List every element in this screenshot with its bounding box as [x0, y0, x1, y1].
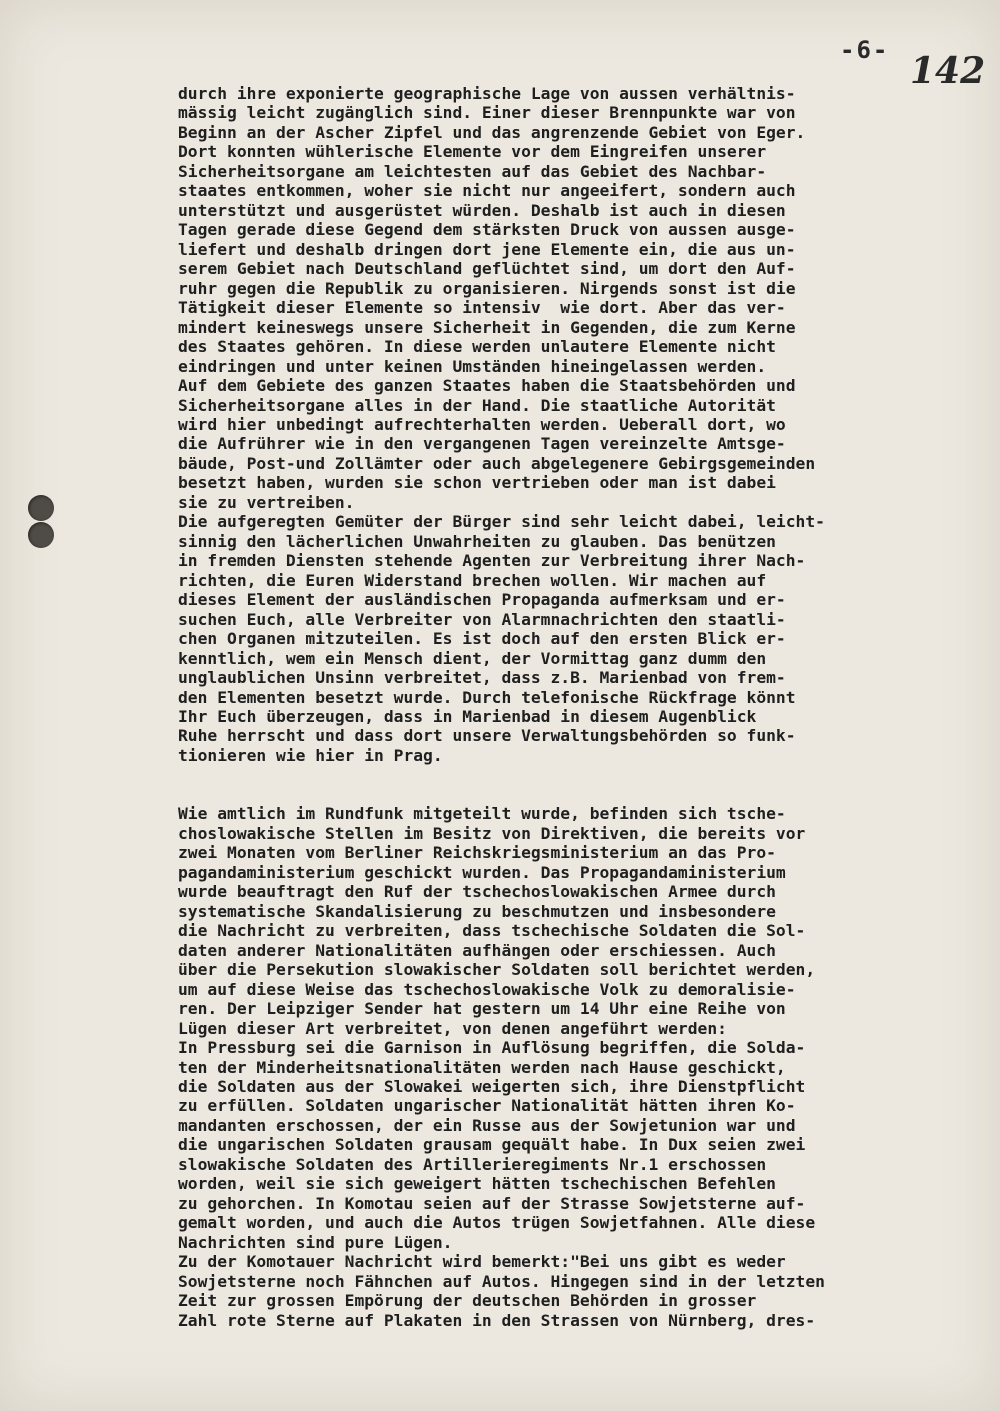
- text-line: des Staates gehören. In diese werden unlautere Elemente nicht: [178, 337, 776, 357]
- text-line: choslowakische Stellen im Besitz von Direktiven, die bereits vor: [178, 823, 806, 843]
- text-line: slowakische Soldaten des Artillerieregiments Nr.1 erschossen: [178, 1154, 767, 1174]
- text-line: Sowjetsterne noch Fähnchen auf Autos. Hingegen sind in der letzten: [178, 1271, 825, 1291]
- text-line: Sicherheitsorgane am leichtesten auf das Gebiet des Nachbar-: [178, 161, 767, 181]
- text-line: Ihr Euch überzeugen, dass in Marienbad in diesem Augenblick: [178, 707, 757, 726]
- punch-hole-bottom: [28, 522, 54, 548]
- text-line: in fremden Diensten stehende Agenten zur Verbreitung ihrer Nach-: [178, 551, 806, 571]
- text-line: Tagen gerade diese Gegend dem stärksten Druck von aussen ausge-: [178, 220, 796, 240]
- text-line: serem Gebiet nach Deutschland geflüchtet sind, um dort den Auf-: [178, 259, 796, 279]
- text-line: sie zu vertreiben.: [178, 492, 355, 512]
- text-line: Zeit zur grossen Empörung der deutschen Behörden in grosser: [178, 1291, 757, 1311]
- text-line: Sicherheitsorgane alles in der Hand. Die staatliche Autorität: [178, 395, 776, 415]
- punch-hole-top: [28, 495, 54, 521]
- paragraph-1: [178, 84, 978, 765]
- text-line: Lügen dieser Art verbreitet, von denen angeführt werden:: [178, 1018, 727, 1038]
- text-line: Zu der Komotauer Nachricht wird bemerkt:"Bei uns gibt es weder: [178, 1252, 786, 1272]
- text-line: Ruhe herrscht und dass dort unsere Verwaltungsbehörden so funk-: [178, 726, 796, 746]
- text-line: In Pressburg sei die Garnison in Auflösung begriffen, die Solda-: [178, 1038, 806, 1058]
- text-line: unglaublichen Unsinn verbreitet, dass z.B. Marienbad von frem-: [178, 668, 786, 688]
- text-line: Zahl rote Sterne auf Plakaten in den Strassen von Nürnberg, dres-: [178, 1310, 816, 1330]
- text-line: wird hier unbedingt aufrechterhalten werden. Ueberall dort, wo: [178, 414, 786, 434]
- text-line: Die aufgeregten Gemüter der Bürger sind sehr leicht dabei, leicht-: [178, 512, 825, 532]
- text-line: mässig leicht zugänglich sind. Einer dieser Brennpunkte war von: [178, 103, 796, 123]
- text-line: daten anderer Nationalitäten aufhängen oder erschiessen. Auch: [178, 940, 776, 960]
- text-line: Beginn an der Ascher Zipfel und das angrenzende Gebiet von Eger.: [178, 122, 806, 142]
- text-line: ruhr gegen die Republik zu organisieren. Nirgends sonst ist die: [178, 278, 796, 298]
- text-line: dieses Element der ausländischen Propaganda aufmerksam und er-: [178, 590, 786, 610]
- text-line: mandanten erschossen, der ein Russe aus der Sowjetunion war und: [178, 1115, 796, 1135]
- text-line: Nachrichten sind pure Lügen.: [178, 1232, 453, 1252]
- text-line: die Nachricht zu verbreiten, dass tschechische Soldaten die Sol-: [178, 921, 806, 941]
- text-line: tionieren wie hier in Prag.: [178, 745, 443, 765]
- text-line: zwei Monaten vom Berliner Reichskriegsministerium an das Pro-: [178, 843, 776, 863]
- typed-text-body: [178, 84, 978, 1330]
- text-line: pagandaministerium geschickt wurden. Das Propagandaministerium: [178, 862, 786, 882]
- text-line: durch ihre exponierte geographische Lage von aussen verhältnis-: [178, 84, 796, 103]
- text-line: suchen Euch, alle Verbreiter von Alarmnachrichten den staatli-: [178, 609, 786, 629]
- paragraph-2: [178, 804, 978, 1330]
- text-line: systematische Skandalisierung zu beschmutzen und insbesondere: [178, 901, 776, 921]
- text-line: ren. Der Leipziger Sender hat gestern um 14 Uhr eine Reihe von: [178, 999, 786, 1019]
- text-line: die ungarischen Soldaten grausam gequält habe. In Dux seien zwei: [178, 1135, 806, 1155]
- text-line: Tätigkeit dieser Elemente so intensiv wie dort. Aber das ver-: [178, 298, 786, 318]
- text-line: Dort konnten wühlerische Elemente vor dem Eingreifen unserer: [178, 142, 767, 162]
- archive-number: 142: [910, 50, 986, 92]
- text-line: wurde beauftragt den Ruf der tschechoslowakischen Armee durch: [178, 882, 776, 902]
- page-number: -6-: [840, 36, 890, 64]
- text-line: sinnig den lächerlichen Unwahrheiten zu glauben. Das benützen: [178, 531, 776, 551]
- text-line: bäude, Post-und Zollämter oder auch abgelegenere Gebirgsgemeinden: [178, 453, 816, 473]
- text-line: um auf diese Weise das tschechoslowakische Volk zu demoralisie-: [178, 979, 796, 999]
- text-line: worden, weil sie sich geweigert hätten tschechischen Befehlen: [178, 1174, 776, 1194]
- text-line: zu gehorchen. In Komotau seien auf der Strasse Sowjetsterne auf-: [178, 1193, 806, 1213]
- text-line: unterstützt und ausgerüstet würden. Deshalb ist auch in diesen: [178, 200, 786, 220]
- text-line: besetzt haben, wurden sie schon vertrieben oder man ist dabei: [178, 473, 776, 493]
- paragraph-gap: [178, 765, 978, 804]
- text-line: richten, die Euren Widerstand brechen wollen. Wir machen auf: [178, 570, 767, 590]
- text-line: gemalt worden, und auch die Autos trügen Sowjetfahnen. Alle diese: [178, 1213, 816, 1233]
- text-line: liefert und deshalb dringen dort jene Elemente ein, die aus un-: [178, 239, 796, 259]
- text-line: die Aufrührer wie in den vergangenen Tagen vereinzelte Amtsge-: [178, 434, 786, 454]
- text-line: Auf dem Gebiete des ganzen Staates haben die Staatsbehörden und: [178, 376, 796, 396]
- text-line: die Soldaten aus der Slowakei weigerten sich, ihre Dienstpflicht: [178, 1076, 806, 1096]
- text-line: eindringen und unter keinen Umständen hineingelassen werden.: [178, 356, 767, 376]
- text-line: zu erfüllen. Soldaten ungarischer Nationalität hätten ihren Ko-: [178, 1096, 796, 1116]
- text-line: Wie amtlich im Rundfunk mitgeteilt wurde, befinden sich tsche-: [178, 804, 786, 824]
- text-line: kenntlich, wem ein Mensch dient, der Vormittag ganz dumm den: [178, 648, 767, 668]
- text-line: über die Persekution slowakischer Soldaten soll berichtet werden,: [178, 960, 816, 980]
- text-line: mindert keineswegs unsere Sicherheit in Gegenden, die zum Kerne: [178, 317, 796, 337]
- text-line: chen Organen mitzuteilen. Es ist doch auf den ersten Blick er-: [178, 629, 786, 649]
- text-line: den Elementen besetzt wurde. Durch telefonische Rückfrage könnt: [178, 687, 796, 707]
- text-line: ten der Minderheitsnationalitäten werden nach Hause geschickt,: [178, 1057, 786, 1077]
- text-line: staates entkommen, woher sie nicht nur angeeifert, sondern auch: [178, 181, 796, 201]
